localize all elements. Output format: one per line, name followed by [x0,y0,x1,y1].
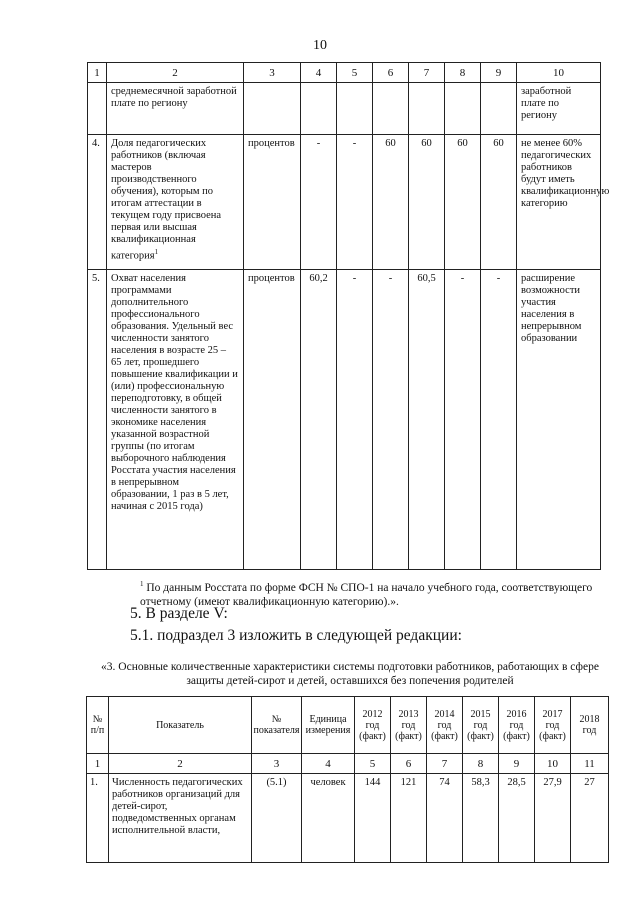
table2-title: «3. Основные количественные характеристики системы подготовки работников, работающих в сфере защиты детей-сирот и детей, оставшихся без попечения родителей [101,661,599,687]
table2-number-row [87,754,609,774]
table2-header-row [87,697,609,754]
section-heading: 5. В разделе V: [130,605,228,622]
table2-header-cell: Единица измерения [302,697,355,754]
value-cell: - [481,270,517,570]
indicators-table-2 [86,696,609,863]
row-number: 1. [87,774,109,863]
value-cell [445,83,481,135]
table2-header-cell: 2017 год (факт) [535,697,571,754]
row-number [88,83,107,135]
table1-header-cell: 1 [88,63,107,83]
value-cell: 121 [391,774,427,863]
value-cell [301,83,337,135]
footnote-mark: 1 [140,580,144,588]
table2-header-cell: 2018 год [571,697,609,754]
table1-header-row [88,63,601,83]
table-row [87,774,609,863]
subsection-heading: 5.1. подраздел 3 изложить в следующей редакции: [130,627,462,644]
value-cell [481,83,517,135]
table2-header-cell: 2013 год (факт) [391,697,427,754]
column-number: 8 [463,754,499,774]
value-cell: 74 [427,774,463,863]
unit-cell: процентов [244,135,301,270]
table2-header-cell: Показатель [109,697,252,754]
table-row [88,135,601,270]
footnote-mark: 1 [154,248,159,256]
value-cell [373,83,409,135]
indicator-text: Охват населения программами дополнительного профессионального образования. Удельный вес численности занятого населения в возрасте 25 – 65 лет, прошедшего повышение квалификации и (или) профессиональную переподготовку, в общей численности занятого в экономике населения указанной возрастной группы (по итогам выборочного наблюдения Росстата участия населения в непрерывном образовании, 1 раз в 5 лет, начиная с 2015 года) [107,270,244,570]
value-cell: 60,5 [409,270,445,570]
column-number: 7 [427,754,463,774]
row-number: 5. [88,270,107,570]
table1-header-cell: 6 [373,63,409,83]
table1-header-cell: 2 [107,63,244,83]
unit-cell [244,83,301,135]
value-cell: - [337,135,373,270]
column-number: 6 [391,754,427,774]
value-cell: - [301,135,337,270]
value-cell: 60 [481,135,517,270]
table1-header-cell: 7 [409,63,445,83]
table2-header-cell: № п/п [87,697,109,754]
value-cell: 58,3 [463,774,499,863]
column-number: 11 [571,754,609,774]
value-cell: - [337,270,373,570]
table2-header-cell: 2016 год (факт) [499,697,535,754]
value-cell: 28,5 [499,774,535,863]
indicator-text: Доля педагогических работников (включая мастеров производственного обучения), которым по итогам аттестации в текущем году присвоена первая или высшая квалификационная категория [111,138,222,262]
table1-header-cell: 8 [445,63,481,83]
value-cell: - [373,270,409,570]
table1-header-cell: 3 [244,63,301,83]
indicator-code: (5.1) [252,774,302,863]
table1-header-cell: 9 [481,63,517,83]
page-number: 10 [313,38,327,53]
indicator-text: Численность педагогических работников организаций для детей-сирот, подведомственных органам исполнительной власти, [109,774,252,863]
unit-cell: процентов [244,270,301,570]
value-cell: 60,2 [301,270,337,570]
column-number: 1 [87,754,109,774]
table2-header-cell: 2014 год (факт) [427,697,463,754]
unit-cell: человек [302,774,355,863]
value-cell: 60 [445,135,481,270]
column-number: 3 [252,754,302,774]
value-cell: 27,9 [535,774,571,863]
value-cell [409,83,445,135]
result-text: расширение возможности участия населения в непрерывном образовании [517,270,601,570]
table2-header-cell: 2012 год (факт) [355,697,391,754]
row-number: 4. [88,135,107,270]
value-cell: 60 [373,135,409,270]
value-cell: 27 [571,774,609,863]
column-number: 2 [109,754,252,774]
result-text: заработной плате по региону [517,83,601,135]
value-cell: 144 [355,774,391,863]
indicator-text: среднемесячной заработной плате по региону [107,83,244,135]
column-number: 5 [355,754,391,774]
table-row [88,270,601,570]
column-number: 10 [535,754,571,774]
indicators-table-1 [87,62,610,570]
table2-header-cell: 2015 год (факт) [463,697,499,754]
result-text: не менее 60% педагогических работников будут иметь квалификационную категорию [517,135,601,270]
table1-header-cell: 5 [337,63,373,83]
column-number: 9 [499,754,535,774]
table2-header-cell: № показателя [252,697,302,754]
value-cell: 60 [409,135,445,270]
table-row [88,83,601,135]
column-number: 4 [302,754,355,774]
table1-header-cell: 4 [301,63,337,83]
value-cell [337,83,373,135]
table1-header-cell: 10 [517,63,601,83]
footnote-text: По данным Росстата по форме ФСН № СПО-1 на начало учебного года, соответствующего отчетному (имеют квалификационную категорию).». [140,581,593,608]
indicator-cell [107,135,244,270]
value-cell: - [445,270,481,570]
